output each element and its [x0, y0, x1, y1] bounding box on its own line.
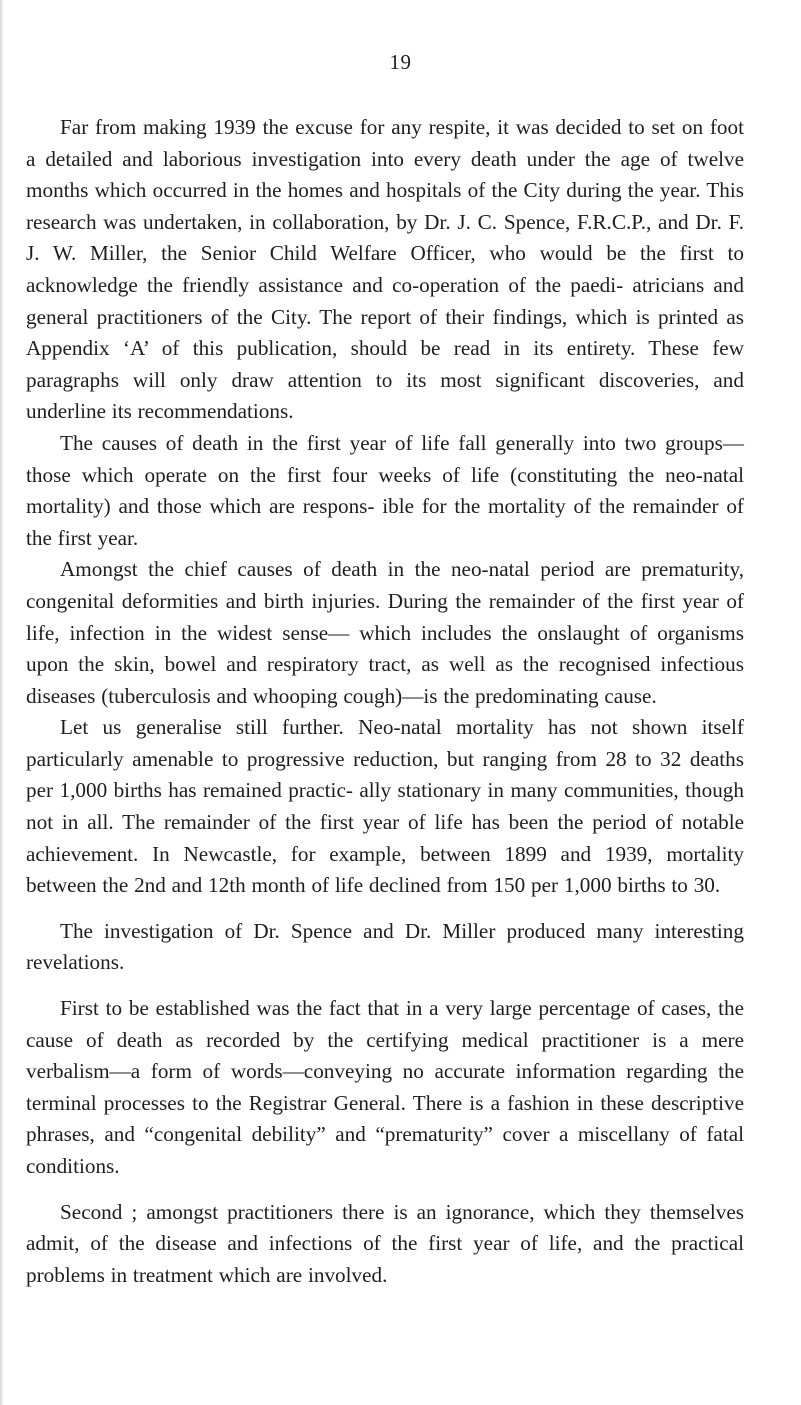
- paragraph-investigation: Far from making 1939 the excuse for any respite, it was decided to set on foot a detailed and laborious investigation into every death under the age of twelve months which occurred in the homes and hospitals of the City during the year. This research was undertaken, in collaboration, by Dr. J. C. Spence, F.R.C.P., and Dr. F. J. W. Miller, the Senior Child Welfare Officer, who would be the first to acknowledge the friendly assistance and co-operation of the paedi- atricians and general practitioners of the City. The report of their findings, which is printed as Appendix ‘A’ of this publication, should be read in its entirety. These few paragraphs will only draw attention to its most significant discoveries, and underline its recommendations.: [26, 115, 744, 424]
- page-edge-shadow: [0, 0, 4, 1405]
- paragraph-chief-causes: Amongst the chief causes of death in the neo-natal period are prematurity, congenital deformities and birth injuries. During the remainder of the first year of life, infection in the widest sense— which includes the onslaught of organisms upon the skin, bowel and respiratory tract, as well as the recognised infectious diseases (tuberculosis and whooping cough)—is the predominating cause.: [26, 557, 744, 708]
- body-text: [26, 112, 744, 1291]
- paragraph-second-finding: Second ; amongst practitioners there is an ignorance, which they themselves admit, of the disease and infections of the first year of life, and the practical problems in treatment which are involved.: [26, 1199, 744, 1287]
- paragraph-generalise: Let us generalise still further. Neo-natal mortality has not shown itself particularly amenable to progressive reduction, but ranging from 28 to 32 deaths per 1,000 births has remained practic- ally stationary in many communities, though not in all. The remainder of the first year of life has been the period of notable achievement. In Newcastle, for example, between 1899 and 1939, mortality between the 2nd and 12th month of life declined from 150 per 1,000 births to 30.: [26, 715, 744, 898]
- page-number: 19: [389, 50, 412, 74]
- paragraph-causes-groups: The causes of death in the first year of life fall generally into two groups—those which operate on the first four weeks of life (constituting the neo-natal mortality) and those which are respons- ible for the mortality of the remainder of the first year.: [26, 430, 744, 550]
- paragraph-revelations: The investigation of Dr. Spence and Dr. Miller produced many interesting revelations.: [26, 918, 744, 975]
- paragraph-first-finding: First to be established was the fact that in a very large percentage of cases, the cause of death as recorded by the certifying medical practitioner is a mere verbalism—a form of words—conveying no accurate information regarding the terminal processes to the Registrar General. There is a fashion in these descriptive phrases, and “congenital debility” and “prematurity” cover a miscellany of fatal conditions.: [26, 996, 744, 1178]
